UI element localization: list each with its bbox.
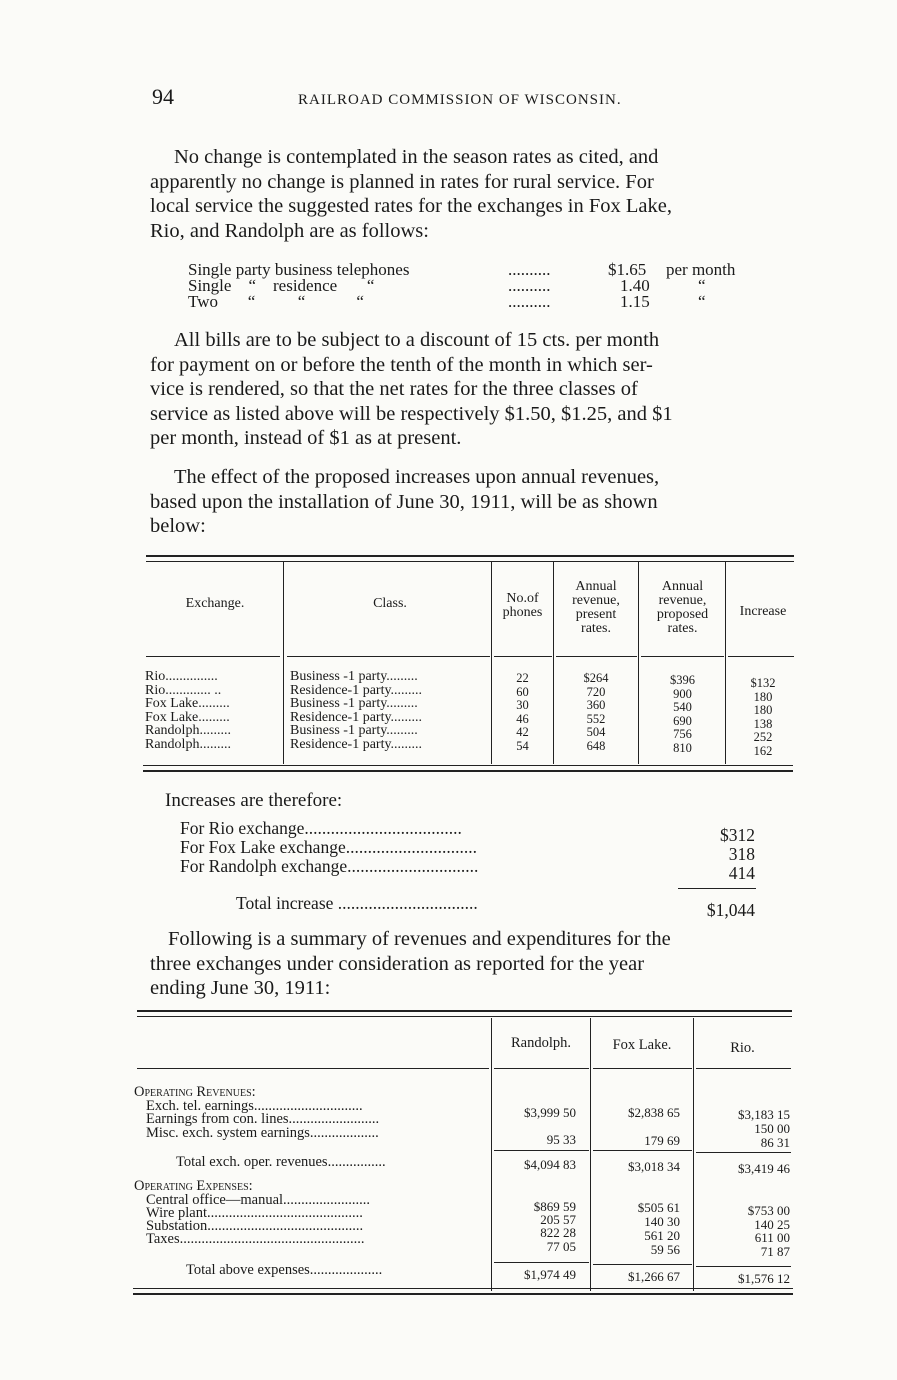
cell-value: $3,419 46: [738, 1161, 790, 1176]
column-divider: [283, 562, 284, 764]
column-divider: [553, 562, 554, 764]
cell-value: $1,266 67: [628, 1269, 680, 1284]
cell-value: 611 00: [754, 1230, 790, 1245]
cell-value: $1,974 49: [524, 1267, 576, 1282]
table-cell: 180: [753, 689, 773, 704]
paragraph-line: All bills are to be subject to a discount of 15 cts. per month: [174, 329, 660, 351]
table-cell: 690: [673, 713, 692, 728]
page-number: 94: [152, 84, 174, 109]
cell-value: 77 05: [546, 1239, 576, 1254]
column-phones: [492, 672, 553, 753]
header-proposed: [640, 580, 725, 636]
cell-value: 71 87: [760, 1244, 790, 1259]
cell-value: $1,576 12: [738, 1271, 790, 1286]
column-divider: [725, 562, 726, 764]
paragraph-line: below:: [150, 515, 206, 537]
table-cell: 60: [516, 684, 529, 699]
header-line: rates.: [667, 621, 698, 636]
table-cell: 900: [673, 686, 692, 701]
header-underline: [728, 656, 794, 657]
table-cell: Randolph.........: [145, 736, 231, 752]
increase-row-amount: $312: [720, 825, 755, 845]
table-cell: Fox Lake.........: [145, 709, 230, 725]
sum-rule: [494, 1262, 589, 1263]
table-bottom-rule: [133, 1288, 793, 1289]
header-phones: [492, 592, 553, 620]
row-label: Misc. exch. system earnings...................: [146, 1125, 379, 1141]
table-cell: 54: [516, 738, 529, 753]
paragraph-line: apparently no change is planned in rates for rural service. For: [150, 170, 654, 193]
row-label: Wire plant...........................................: [146, 1205, 363, 1221]
table-top-rule: [137, 1016, 792, 1017]
table-bottom-rule: [133, 1293, 793, 1295]
paragraph-1: [150, 145, 800, 243]
table-cell: 180: [753, 703, 773, 717]
table-bottom-rule: [143, 770, 793, 772]
paragraph-2: [150, 328, 800, 451]
row-label: Substation...........................................: [146, 1218, 364, 1234]
column-proposed: [640, 674, 725, 755]
table-cell: 504: [586, 725, 606, 739]
header-line: revenue,: [572, 593, 620, 608]
sum-rule: [494, 1150, 589, 1151]
rate-label: Two “ “ “: [188, 292, 364, 311]
header-underline: [593, 1068, 692, 1069]
cell-value: $753 00: [747, 1203, 790, 1218]
cell-value: $505 61: [637, 1200, 680, 1215]
table-top-rule: [146, 561, 794, 562]
table-cell: 42: [516, 725, 529, 739]
running-title: RAILROAD COMMISSION OF WISCONSIN.: [298, 92, 622, 108]
total-revenues-label: Total exch. oper. revenues................: [176, 1154, 386, 1170]
header-line: proposed: [656, 607, 709, 622]
paragraph-4: [150, 927, 795, 1001]
cell-value: $869 59: [533, 1199, 576, 1214]
cell-value: $4,094 83: [524, 1157, 576, 1172]
rate-dots: ..........: [508, 276, 551, 295]
total-increase-amount: $1,044: [706, 900, 755, 920]
table-top-rule: [137, 1010, 792, 1012]
header-line: No.of: [506, 591, 539, 606]
table-cell: $132: [750, 676, 776, 690]
table-cell: 360: [586, 698, 606, 712]
row-label: Central office—manual........................: [146, 1192, 371, 1208]
cell-value: 140 25: [754, 1217, 790, 1232]
header-underline: [556, 656, 637, 657]
header-underline: [146, 656, 280, 657]
table-cell: 648: [586, 738, 606, 753]
header-line: present: [575, 607, 617, 622]
cell-value: 561 20: [644, 1228, 680, 1243]
table-cell: 552: [586, 711, 606, 726]
row-label: Earnings from con. lines.........................: [146, 1111, 380, 1127]
column-divider: [693, 1018, 694, 1291]
sum-rule: [696, 1266, 791, 1267]
column-class: [290, 670, 490, 751]
header-present: [555, 580, 637, 636]
table-cell: 540: [673, 700, 692, 714]
increases-heading: Increases are therefore:: [165, 790, 343, 811]
rate-dots: ..........: [508, 292, 551, 311]
increase-row-amount: 318: [728, 844, 755, 864]
header-underline: [696, 1068, 791, 1069]
table-bottom-rule: [143, 765, 793, 766]
sum-rule: [678, 888, 756, 889]
table-cell: $396: [670, 673, 695, 687]
table-cell: 22: [516, 671, 529, 685]
cell-value: 86 31: [760, 1135, 790, 1150]
header-randolph: Randolph.: [510, 1035, 571, 1051]
paragraph-line: vice is rendered, so that the net rates for the three classes of: [150, 378, 638, 400]
header-class: Class.: [373, 596, 407, 611]
table-cell: 756: [673, 727, 692, 741]
cell-value: 205 57: [540, 1212, 576, 1227]
cell-value: 179 69: [644, 1133, 680, 1148]
cell-value: 59 56: [650, 1242, 680, 1257]
table-cell: $264: [583, 671, 609, 685]
cell-value: 822 28: [540, 1225, 576, 1240]
table-cell: Rio...............: [145, 669, 218, 684]
cell-value: 140 30: [644, 1214, 680, 1229]
cell-value: 95 33: [546, 1132, 576, 1147]
cell-value: 150 00: [754, 1121, 790, 1136]
header-underline: [494, 656, 552, 657]
table-cell: Business -1 party.........: [290, 669, 418, 684]
header-increase: Increase: [739, 604, 787, 619]
header-line: rates.: [581, 621, 611, 636]
header-line: revenue,: [658, 593, 707, 608]
header-rio: Rio.: [730, 1040, 755, 1056]
header-fox-lake: Fox Lake.: [612, 1037, 672, 1053]
column-exchange: [145, 670, 281, 751]
rate-unit: “: [698, 292, 706, 311]
table-cell: Residence-1 party.........: [290, 709, 423, 725]
row-label: Taxes...................................................: [146, 1231, 365, 1247]
table-cell: 810: [673, 740, 692, 755]
paragraph-line: Rio, and Randolph are as follows:: [150, 219, 429, 242]
header-exchange: Exchange.: [185, 596, 245, 611]
cell-value: $3,018 34: [628, 1159, 680, 1174]
total-increase-label: Total increase ................................: [236, 893, 478, 913]
table-cell: 138: [753, 716, 773, 731]
rate-dots: ..........: [508, 260, 551, 279]
header-line: Annual: [661, 579, 704, 594]
table-cell: 46: [516, 711, 529, 726]
expenses-heading: Operating Expenses:: [134, 1178, 253, 1194]
table-cell: Randolph.........: [145, 723, 231, 738]
sum-rule: [696, 1152, 791, 1153]
header-underline: [287, 656, 490, 657]
increase-row-amount: 414: [728, 863, 755, 883]
column-divider: [491, 1018, 492, 1291]
increase-row-label: For Randolph exchange..............................: [180, 856, 479, 876]
rate-amount: 1.40: [620, 276, 650, 295]
paragraph-line: per month, instead of $1 as at present.: [150, 427, 462, 449]
paragraph-line: Following is a summary of revenues and expenditures for the: [168, 928, 671, 950]
table-cell: 720: [586, 684, 606, 699]
table-cell: Residence-1 party.........: [290, 682, 423, 698]
cell-value: $3,183 15: [738, 1107, 790, 1122]
table-cell: Fox Lake.........: [145, 696, 230, 711]
table-cell: Residence-1 party.........: [290, 736, 423, 752]
rate-unit: per month: [666, 260, 736, 279]
rate-amount: $1.65: [608, 260, 647, 279]
header-line: phones: [502, 605, 543, 620]
column-divider: [638, 562, 639, 764]
paragraph-line: based upon the installation of June 30, 1911, will be as shown: [150, 490, 658, 513]
increase-row-label: For Rio exchange....................................: [180, 818, 462, 838]
rate-label: Single party business telephones: [188, 260, 410, 279]
rate-unit: “: [698, 276, 706, 295]
cell-value: $2,838 65: [628, 1105, 680, 1120]
row-label: Exch. tel. earnings..............................: [146, 1098, 363, 1114]
paragraph-line: ending June 30, 1911:: [150, 977, 331, 999]
paragraph-line: three exchanges under consideration as reported for the year: [150, 952, 645, 975]
revenues-heading: Operating Revenues:: [134, 1084, 256, 1100]
paragraph-line: The effect of the proposed increases upon annual revenues,: [174, 466, 660, 488]
column-divider: [590, 1018, 591, 1291]
rate-amount: 1.15: [620, 292, 650, 311]
header-line: Annual: [575, 579, 617, 594]
paragraph-line: service as listed above will be respectively $1.50, $1.25, and $1: [150, 402, 673, 425]
header-underline: [137, 1068, 489, 1069]
table-top-rule: [146, 555, 794, 557]
table-cell: 162: [753, 743, 773, 758]
table-cell: Rio............. ..: [145, 682, 222, 698]
table-cell: 30: [516, 698, 529, 712]
table-cell: Business -1 party.........: [290, 696, 418, 711]
header-underline: [494, 1068, 589, 1069]
header-underline: [641, 656, 724, 657]
rate-label: Single “ residence “: [188, 276, 375, 295]
paragraph-3: [150, 465, 800, 539]
column-present: [555, 672, 637, 753]
sum-rule: [593, 1150, 692, 1151]
cell-value: $3,999 50: [524, 1105, 576, 1120]
table-cell: Business -1 party.........: [290, 723, 418, 738]
sum-rule: [593, 1264, 692, 1265]
paragraph-line: local service the suggested rates for the exchanges in Fox Lake,: [150, 195, 672, 217]
paragraph-line: for payment on or before the tenth of the month in which ser-: [150, 353, 653, 376]
increase-row-label: For Fox Lake exchange..............................: [180, 837, 477, 857]
paragraph-line: No change is contemplated in the season rates as cited, and: [174, 146, 659, 168]
table-cell: 252: [753, 730, 773, 744]
total-expenses-label: Total above expenses....................: [186, 1262, 383, 1278]
column-increase: [727, 677, 799, 758]
